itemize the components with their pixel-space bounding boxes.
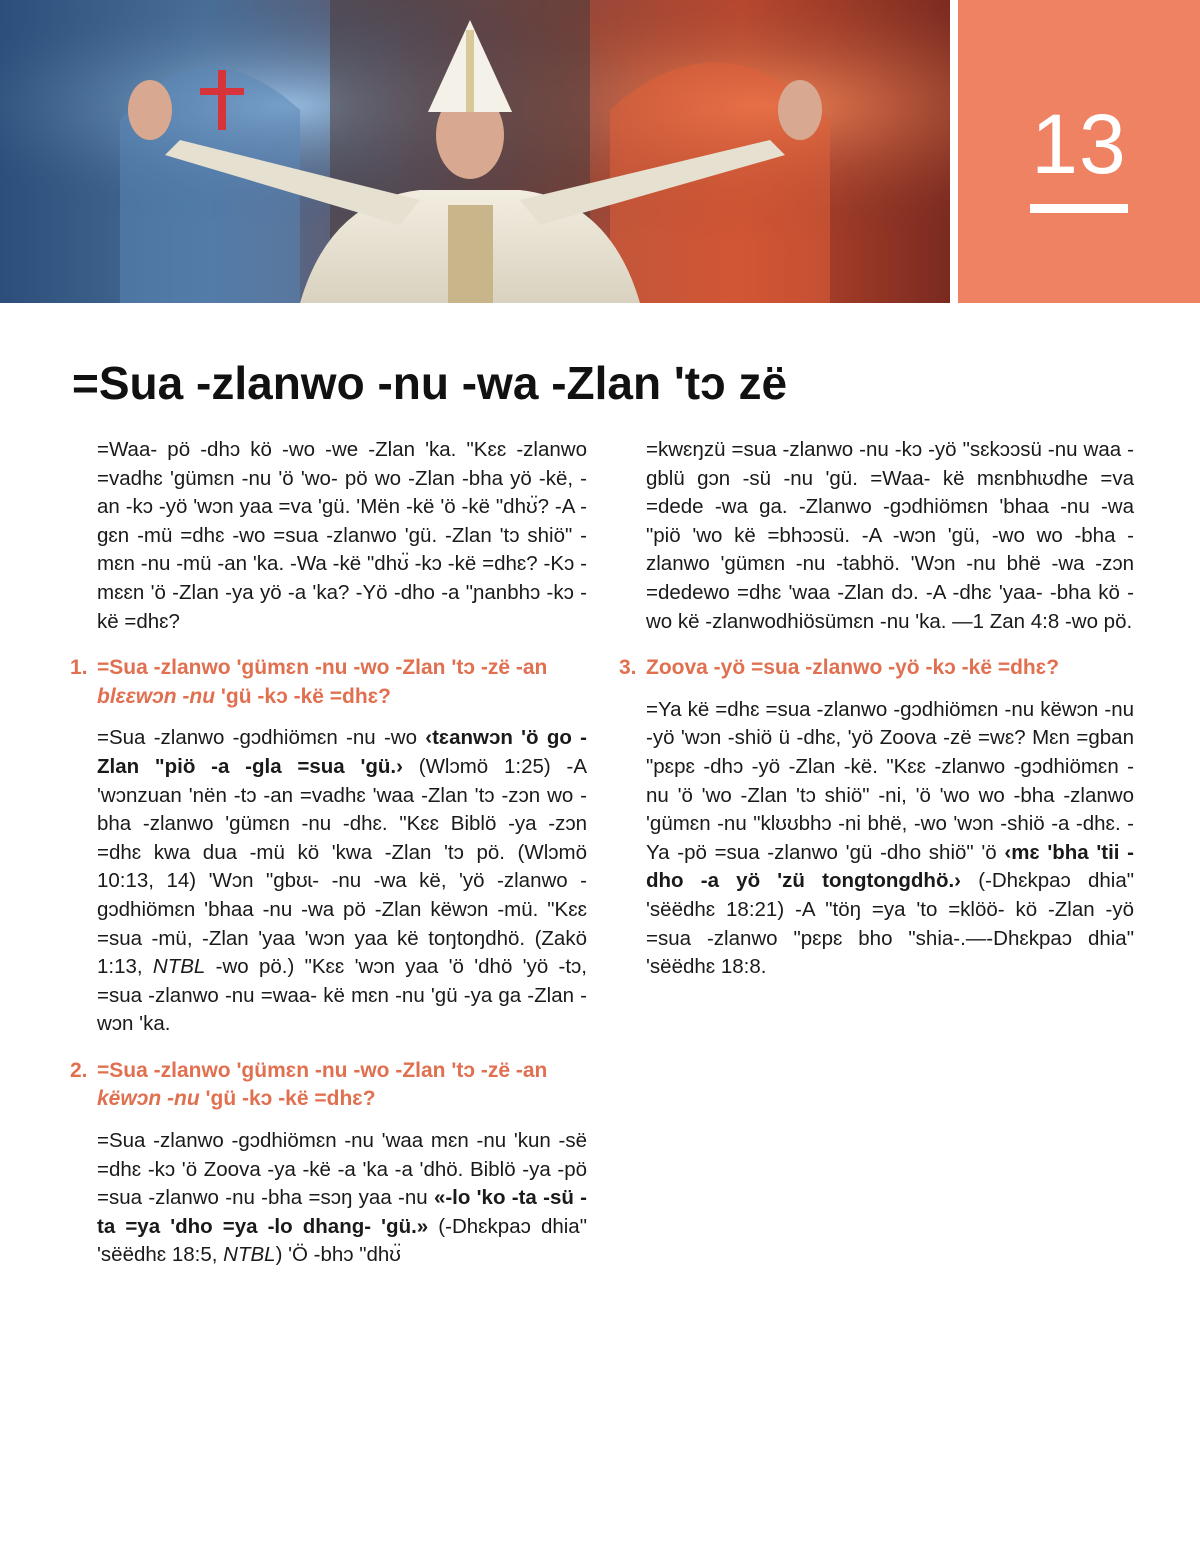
question-number: 2. (70, 1058, 88, 1082)
question-1: 1. =Sua -zlanwo 'gümɛn -nu -wo -Zlan 'tɔ -zë -an blɛɛwɔn -nu 'gü -kɔ -kë =dhɛ? (70, 656, 548, 708)
page-title: =Sua -zlanwo -nu -wa -Zlan 'tɔ zë (72, 357, 788, 409)
question-number: 1. (70, 656, 88, 680)
header-photo (0, 0, 950, 303)
answer-paragraph-2-left-part: ) 'Ö -bhɔ "dhʊ̈ (275, 1243, 401, 1267)
answer-paragraph-3: =Ya kë =dhɛ =sua -zlanwo -gɔdhiömɛn -nu këwɔn -nu -yö 'wɔn -shiö ü -dhɛ, 'yö Zoova -zë =wɛ? Mɛn =gban "pɛpɛ -dhɔ -yö -Zlan -kë. "Kɛɛ -zlanwo -gɔdhiömɛn -nu 'ö 'wo -Zlan 'tɔ shiö" -ni, 'ö 'wo wo -bha -zlanwo 'gümɛn -nu "klʊʊbhɔ -ni bhë, -wo 'wɔn -shiö -a -dhɛ. -Ya -pö =sua -zlanwo 'gü -dho shiö" 'ö ‹mɛ 'bha 'tii -dho -a yö 'zü tongtongdhö.› (-Dhɛkpaɔ dhia" 'sëëdhɛ 18:21) -A "töŋ =ya 'to =klöö- kö -Zlan -yö =sua -zlanwo "pɛpɛ bho "shia-.—-Dhɛkpaɔ dhia" 'sëëdhɛ 18:8. (646, 697, 1134, 979)
lesson-number: 13 (1031, 97, 1127, 191)
lesson-number-underline (1030, 204, 1128, 213)
answer-paragraph-1: =Sua -zlanwo -gɔdhiömɛn -nu -wo ‹tɛanwɔn 'ö go -Zlan "piö -a -gla =sua 'gü.› (Wlɔmö 1:25) -A 'wɔnzuan 'nën -tɔ -an =vadhɛ 'waa -Zlan 'tɔ -zɔn wo -bha -zlanwo 'gümɛn -nu -dhɛ. "Kɛɛ Biblö -ya -zɔn =dhɛ kwa dua -mü kö 'kwa -Zlan 'tɔ pö. (Wlɔmö 10:13, 14) 'Wɔn "gbʊɩ- -nu -wa kë, 'yö -zlanwo -gɔdhiömɛn 'bhaa -nu -wa pö -Zlan këwɔn -mü. "Kɛɛ =sua -mü, -Zlan 'yaa 'wɔn yaa kë toŋtoŋdhö. (Zakö 1:13, NTBL -wo pö.) "Kɛɛ 'wɔn yaa 'ö 'dhö 'yö -tɔ, =sua -zlanwo -nu =waa- kë mɛn -nu 'gü -ya ga -Zlan -wɔn 'ka. (97, 726, 587, 1036)
lesson-number-badge (958, 0, 1200, 303)
right-column (619, 436, 1134, 982)
left-column (70, 436, 587, 1270)
question-2: 2. =Sua -zlanwo 'gümɛn -nu -wo -Zlan 'tɔ -zë -an këwɔn -nu 'gü -kɔ -kë =dhɛ? (70, 1058, 548, 1111)
question-3: 3. Zoova -yö =sua -zlanwo -yö -kɔ -kë =dhɛ? (646, 654, 1134, 683)
answer-paragraph-2: =Sua -zlanwo -gɔdhiömɛn -nu 'waa mɛn -nu 'kun -së =dhɛ -kɔ 'ö Zoova -ya -kë -a 'ka -a 'dhö. Biblö -ya -pö =sua -zlanwo -nu -bha =sɔŋ yaa -nu «-lo 'ko -ta -sü -ta =ya 'dho =ya -lo dhang- 'gü.» (-Dhɛkpaɔ dhia" 'sëëdhɛ 18:5, NTBL) 'Ö -bhɔ "dhʊ̈ (97, 1129, 587, 1267)
cathedral-photo-illustration (0, 0, 950, 303)
question-number: 3. (619, 656, 637, 680)
answer-paragraph-2-continued: =kwɛŋzü =sua -zlanwo -nu -kɔ -yö "sɛkɔɔsü -nu waa -gblü gɔn -sü -nu 'gü. =Waa- kë mɛnbhɩʊdhe =va =dede -wa ga. -Zlanwo -gɔdhiömɛn 'bhaa -nu -wa "piö 'wo kë =bhɔɔsü. -A -wɔn 'gü, -wo wo -bha -zlanwo 'gümɛn -nu -tabhö. 'Wɔn -nu bhë -wa -zɔn =dedewo =dhɛ 'waa -Zlan dɔ. -A -dhɛ 'yaa- -bha kö -wo kë -zlanwodhiösümɛn -nu 'ka. —1 Zan 4:8 -wo pö. (646, 438, 1134, 633)
intro-paragraph: =Waa- pö -dhɔ kö -wo -we -Zlan 'ka. "Kɛɛ -zlanwo =vadhɛ 'gümɛn -nu 'ö 'wo- pö wo -Zlan -bha yö -kë, -an -kɔ -yö 'wɔn yaa =va 'gü. 'Mën -kë 'ö -kë "dhʊ̈? -A -gɛn -mü =dhɛ -wo =sua -zlanwo 'gü. -Zlan 'tɔ shiö" -mɛn -nu -mü -an 'ka. -Wa -kë "dhʊ̈ -kɔ -kë =dhɛ? -Kɔ -mɛɛn 'ö -Zlan -ya yö -a 'ka? -Yö -dho -a "ɲanbhɔ -kɔ -kë =dhɛ? (97, 438, 587, 633)
